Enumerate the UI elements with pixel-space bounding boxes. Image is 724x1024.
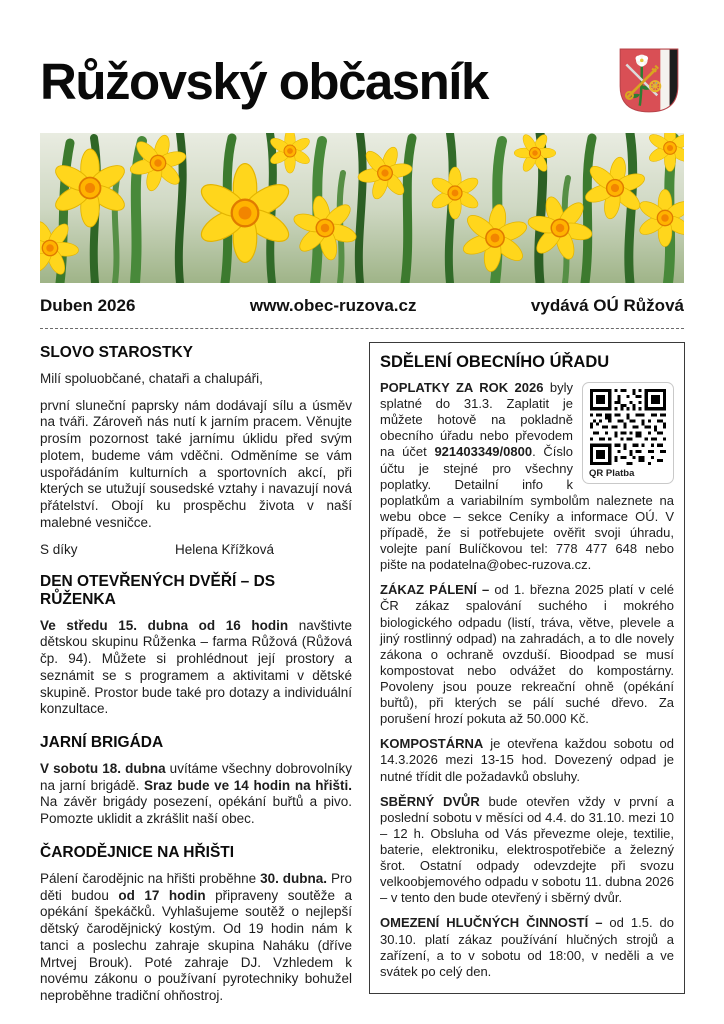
page-title: Růžovský občasník	[40, 52, 488, 110]
paragraph-witches-night: Pálení čarodějnic na hřišti proběhne 30. dubna. Pro děti budou od 17 hodin připraveny soutěže a opékání špekáčků. Vyhlašujeme soutěž o nejlepší dětský čarodějnický kostým. Od 19 hodin nám k tanci a poslechu zahraje skupina Naháku (dříve Mrtvej Brouk). Poté zahraje DJ. Vzhledem k novému zákonu o používaní pyrotechniky bohužel neproběhne tradiční ohňostroj.	[40, 870, 352, 1004]
paragraph-mayor-word: první sluneční paprsky nám dodávají sílu a úsměv na tváři. Zároveň nás nutí k jarním pracem. Věnujte prosím pozornost také jarnímu úklidu před svým plotem, budeme vám vděčni. Odměníme se vám uspořádáním kulturních a sportovních akcí, při kterých se utužují sousedské vztahy i navazují nová přátelství. Obojí ku prospěchu života v naší malebné vesničce.	[40, 397, 352, 530]
left-column	[40, 342, 352, 1015]
section-heading-den-otevrenych-dveri: DEN OTEVŘENÝCH DVĚŘÍ – DS RŮŽENKA	[40, 572, 276, 608]
office-box-heading: SDĚLENÍ OBECNÍHO ÚŘADU	[380, 353, 610, 371]
notice-poplatky	[380, 380, 674, 573]
section-heading-jarni-brigada: JARNÍ BRIGÁDA	[40, 734, 164, 752]
signoff-thanks: S díky	[40, 541, 78, 557]
daffodils-photo	[40, 133, 684, 283]
content-columns	[40, 342, 684, 1015]
section-heading-carodejnice: ČARODĚJNICE NA HŘIŠTI	[40, 843, 235, 861]
signoff-row	[40, 542, 352, 557]
header	[40, 44, 684, 118]
paragraph-spring-brigade: V sobotu 18. dubna uvítáme všechny dobrovolníky na jarní brigádě. Sraz bude ve 14 hodin na hřišti. Na závěr brigády posezení, opékání buřtů a pivo. Pomozte uklidit a zkrášlit naší obec.	[40, 761, 352, 827]
notice-zakaz-paleni: ZÁKAZ PÁLENÍ – od 1. března 2025 platí v celé ČR zákaz spalování suchého i mokrého biologického odpadu (listí, tráva, větve, plevele a jiný rostlinný odpad) na zahradách, a to dle novely zákona o ochraně ovzduší. Bioodpad se musí kompostovat nebo odvážet do kompostárny. Povoleny jsou pouze rekreační ohně (opékání buřtů), při kterých se pálí suché dřevo. Za porušení hrozí pokuta až 50.000 Kč.	[380, 582, 674, 727]
qr-code-icon	[590, 389, 666, 465]
qr-payment-block	[582, 382, 674, 484]
notice-poplatky-text: POPLATKY ZA ROK 2026 byly splatné do 31.3. Zaplatit je můžete hotově na pokladně obecního úřadu nebo převodem na účet 921403349/0800. Číslo účtu je stejné pro všechny poplatky. Detailní info k poplatkům a variabilním symbolům naleznete na webu obce – sekce Ceníky a informace OÚ. V případě, že si potřebujete ověřit svoji úhradu, volejte paní Bulíčkovou tel: 778 477 648 nebo pište na podatelna@obec-ruzova.cz.	[380, 380, 674, 573]
dashed-separator	[40, 328, 684, 329]
notice-omezeni-hlucnych-cinnosti: OMEZENÍ HLUČNÝCH ČINNOSTÍ – od 1.5. do 30.10. platí zákaz používání hlučných strojů a zařízení, a to v sobotu od 18:00, v neděli a ve svátek po celý den.	[380, 915, 674, 979]
issue-date: Duben 2026	[40, 296, 136, 315]
coat-of-arms-icon	[618, 47, 680, 115]
paragraph-open-day: Ve středu 15. dubna od 16 hodin navštivte dětskou skupinu Růženka – farma Růžová (Růžová čp. 94). Můžete si prohlédnout její prostory a seznámit se s programem a aktivitami v dětské skupině. Prostor bude také pro dotazy a individuální konzultace.	[40, 617, 352, 717]
publisher: vydává OÚ Růžová	[530, 296, 684, 315]
notice-sberny-dvur: SBĚRNÝ DVŮR bude otevřen vždy v první a poslední sobotu v měsíci od 4.4. do 31.10. mezi 10 – 12 h. Obsluha od Vás převezme oleje, textilie, baterie, elektroniku, elektrospotřebiče a železný šrot. Ostatní odpady odevzdejte při svozu velkoobjemového odpadu v sobotu 11. dubna 2026 – v tento den bude otevřený i sběrný dvůr.	[380, 793, 675, 906]
section-heading-slovo-starostky: SLOVO STAROSTKY	[40, 344, 194, 361]
signoff-name: Helena Křížková	[175, 541, 275, 557]
office-notices-box	[369, 342, 685, 994]
paragraph-salutation: Milí spoluobčané, chataři a chalupáři,	[40, 371, 263, 386]
issue-meta-row	[40, 296, 684, 316]
qr-caption: QR Platba	[589, 468, 635, 479]
website-url: www.obec-ruzova.cz	[249, 296, 417, 315]
notice-kompostarna: KOMPOSTÁRNA je otevřena každou sobotu od 14.3.2026 mezi 13-15 hod. Dovezený odpad je nutné třídit dle požadavků obsluhy.	[380, 736, 674, 784]
